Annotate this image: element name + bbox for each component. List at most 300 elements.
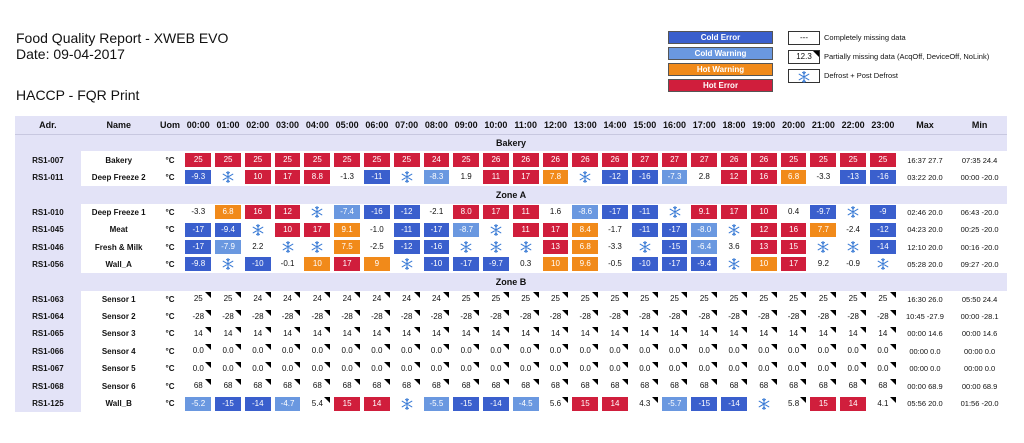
partial-data-marker-icon (235, 379, 241, 385)
partial-data-marker-icon (592, 292, 598, 298)
cell-value: 17 (483, 205, 509, 219)
hour-cell (362, 395, 392, 412)
device-address: RS1-065 (15, 325, 81, 342)
partial-data-marker-icon (622, 310, 628, 316)
partial-data-marker-icon (235, 310, 241, 316)
hour-cell (749, 151, 779, 168)
hour-cell (511, 169, 541, 186)
hour-cell (273, 221, 303, 238)
hour-cell (868, 360, 898, 377)
cell-value: 15 (810, 397, 836, 411)
table-row (15, 377, 1007, 394)
device-name: Wall_B (81, 395, 157, 412)
hour-cell (243, 151, 273, 168)
hour-cell (779, 151, 809, 168)
cell-value: -15 (215, 397, 241, 411)
cell-value: -17 (602, 205, 628, 219)
cell-value: 15 (572, 397, 598, 411)
col-header-hour: 10:00 (481, 116, 511, 134)
cell-value: -17 (185, 223, 211, 237)
hour-cell (838, 238, 868, 255)
hour-cell (689, 343, 719, 360)
partial-data-marker-icon (592, 327, 598, 333)
hour-cell (481, 169, 511, 186)
cell-value: -28 (304, 310, 330, 324)
max-value: 00:00 0.0 (898, 343, 952, 360)
col-header-hour: 13:00 (570, 116, 600, 134)
snowflake-icon (215, 257, 241, 271)
hour-cell (511, 256, 541, 273)
device-name: Bakery (81, 151, 157, 168)
cell-value: -16 (870, 170, 896, 184)
hour-cell (183, 308, 213, 325)
partial-data-marker-icon (294, 344, 300, 350)
hour-cell (422, 151, 452, 168)
hour-cell (302, 169, 332, 186)
hour-cell (273, 238, 303, 255)
device-name: Wall_A (81, 256, 157, 273)
col-header-hour: 04:00 (302, 116, 332, 134)
hour-cell (779, 308, 809, 325)
partial-data-marker-icon (860, 310, 866, 316)
snowflake-icon (483, 223, 509, 237)
col-header-hour: 00:00 (183, 116, 213, 134)
table-row (15, 343, 1007, 360)
hour-cell (511, 291, 541, 308)
cell-value: -28 (364, 310, 390, 324)
partial-data-marker-icon (235, 292, 241, 298)
cell-value: 14 (483, 327, 509, 341)
cell-value: 0.0 (840, 362, 866, 376)
group-label: Bakery (15, 134, 1007, 151)
partial-data-marker-icon (562, 310, 568, 316)
hour-cell (392, 169, 422, 186)
device-name: Fresh & Milk (81, 238, 157, 255)
hour-cell (243, 395, 273, 412)
cell-value: 14 (334, 327, 360, 341)
hour-cell (392, 377, 422, 394)
hour-cell (273, 377, 303, 394)
cell-value: -3.3 (185, 205, 211, 219)
snowflake-icon (394, 397, 420, 411)
hour-cell (779, 256, 809, 273)
partial-data-marker-icon (830, 362, 836, 368)
partial-data-marker-icon (800, 344, 806, 350)
hour-cell (779, 291, 809, 308)
partial-data-marker-icon (800, 327, 806, 333)
cell-value: 4.3 (632, 397, 658, 411)
device-address: RS1-068 (15, 377, 81, 394)
cell-value: -28 (751, 310, 777, 324)
hour-cell (630, 291, 660, 308)
partial-data-marker-icon (800, 292, 806, 298)
cell-value: -0.1 (275, 257, 301, 271)
cell-value: 0.0 (185, 362, 211, 376)
cell-value: 0.0 (632, 362, 658, 376)
cell-value: -28 (394, 310, 420, 324)
cell-value: -28 (870, 310, 896, 324)
cell-value: 14 (513, 327, 539, 341)
cell-value: 68 (691, 379, 717, 393)
hour-cell (183, 238, 213, 255)
cell-value: 68 (334, 379, 360, 393)
hour-cell (273, 204, 303, 221)
min-value: 00:00 0.0 (952, 343, 1007, 360)
partial-data-marker-icon (562, 379, 568, 385)
cell-value: 27 (662, 153, 688, 167)
cell-value: -4.7 (275, 397, 301, 411)
hour-cell (749, 204, 779, 221)
cell-value: 12 (751, 223, 777, 237)
partial-data-marker-icon (384, 344, 390, 350)
cell-value: -7.9 (215, 240, 241, 254)
hour-cell (808, 238, 838, 255)
cell-value: 68 (453, 379, 479, 393)
cell-value: -17 (424, 223, 450, 237)
partial-data-marker-icon (384, 327, 390, 333)
cell-value: 26 (751, 153, 777, 167)
cell-value: 25 (185, 153, 211, 167)
hour-cell (570, 204, 600, 221)
hour-cell (779, 395, 809, 412)
min-value: 07:35 24.4 (952, 151, 1007, 168)
partial-data-marker-icon (800, 397, 806, 403)
device-address: RS1-045 (15, 221, 81, 238)
hour-cell (570, 256, 600, 273)
cell-value: 68 (781, 379, 807, 393)
hour-cell (719, 308, 749, 325)
cell-value: 0.0 (751, 362, 777, 376)
table-row (15, 256, 1007, 273)
cell-value: 16 (245, 205, 271, 219)
partial-data-marker-icon (741, 310, 747, 316)
partial-data-marker-icon (860, 344, 866, 350)
device-name: Sensor 4 (81, 343, 157, 360)
hour-cell (570, 221, 600, 238)
hour-cell (511, 308, 541, 325)
hour-cell (689, 221, 719, 238)
cell-value: 25 (810, 153, 836, 167)
partial-data-marker-icon (711, 344, 717, 350)
hour-cell (808, 343, 838, 360)
cell-value: 0.0 (691, 344, 717, 358)
group-label: Zone A (15, 186, 1007, 203)
cell-value: 14 (185, 327, 211, 341)
partial-data-marker-icon (533, 327, 539, 333)
cell-value: 5.8 (781, 397, 807, 411)
hour-cell (779, 238, 809, 255)
hour-cell (719, 238, 749, 255)
partial-data-marker-icon (622, 362, 628, 368)
cell-value: -28 (453, 310, 479, 324)
cell-value: 25 (602, 292, 628, 306)
partial-data-marker-icon (622, 327, 628, 333)
unit-of-measure: °C (157, 256, 184, 273)
device-name: Deep Freeze 2 (81, 169, 157, 186)
table-row (15, 325, 1007, 342)
unit-of-measure: °C (157, 221, 184, 238)
hour-cell (451, 238, 481, 255)
group-row (15, 186, 1007, 203)
cell-value: 9.2 (810, 257, 836, 271)
cell-value: 14 (602, 397, 628, 411)
snowflake-icon (453, 240, 479, 254)
hour-cell (660, 360, 690, 377)
cell-value: -17 (453, 257, 479, 271)
cell-value: 9 (364, 257, 390, 271)
partial-data-marker-icon (562, 362, 568, 368)
cell-value: 0.0 (334, 344, 360, 358)
cell-value: 24 (245, 292, 271, 306)
legend-key-label: Partially missing data (AcqOff, DeviceOff, NoLink) (824, 52, 990, 61)
hour-cell (273, 343, 303, 360)
hour-cell (213, 360, 243, 377)
cell-value: 14 (572, 327, 598, 341)
hour-cell (243, 343, 273, 360)
partial-data-marker-icon (800, 310, 806, 316)
partial-data-marker-icon (652, 310, 658, 316)
snowflake-icon (394, 257, 420, 271)
cell-value: -15 (453, 397, 479, 411)
cell-value: 14 (721, 327, 747, 341)
cell-value: -9.3 (185, 170, 211, 184)
hour-cell (243, 256, 273, 273)
cell-value: 0.0 (394, 344, 420, 358)
hour-cell (362, 238, 392, 255)
col-header-min: Min (952, 116, 1007, 134)
partial-data-marker-icon (473, 310, 479, 316)
hour-cell (183, 360, 213, 377)
table-row (15, 395, 1007, 412)
hour-cell (600, 343, 630, 360)
hour-cell (362, 343, 392, 360)
partial-data-marker-icon (265, 379, 271, 385)
hour-cell (660, 377, 690, 394)
cell-value: 0.0 (870, 362, 896, 376)
partial-data-marker-icon (860, 362, 866, 368)
cell-value: 25 (751, 292, 777, 306)
cell-value: 0.0 (304, 362, 330, 376)
cell-value: -14 (483, 397, 509, 411)
hour-cell (541, 151, 571, 168)
cell-value: -28 (245, 310, 271, 324)
hour-cell (570, 325, 600, 342)
table-row (15, 151, 1007, 168)
hour-cell (392, 395, 422, 412)
partial-data-marker-icon (414, 362, 420, 368)
hour-cell (868, 151, 898, 168)
partial-data-marker-icon (354, 379, 360, 385)
hour-cell (511, 151, 541, 168)
hour-cell (838, 256, 868, 273)
hour-cell (332, 169, 362, 186)
legend-cold-warning: Cold Warning (668, 47, 773, 60)
cell-value: 0.0 (215, 362, 241, 376)
partial-data-marker-icon (294, 362, 300, 368)
partial-data-marker-icon (562, 327, 568, 333)
cell-value: 4.1 (870, 397, 896, 411)
table-row (15, 204, 1007, 221)
partial-data-marker-icon (711, 362, 717, 368)
hour-cell (481, 395, 511, 412)
partial-data-marker-icon (443, 327, 449, 333)
cell-value: 14 (364, 327, 390, 341)
group-label: Zone B (15, 273, 1007, 290)
hour-cell (183, 325, 213, 342)
hour-cell (183, 343, 213, 360)
hour-cell (213, 238, 243, 255)
cell-value: -28 (810, 310, 836, 324)
hour-cell (392, 308, 422, 325)
hour-cell (332, 151, 362, 168)
cell-value: 68 (870, 379, 896, 393)
cell-value: 2.2 (245, 240, 271, 254)
device-address: RS1-063 (15, 291, 81, 308)
hour-cell (332, 204, 362, 221)
partial-data-marker-icon (324, 379, 330, 385)
partial-data-marker-icon (830, 310, 836, 316)
unit-of-measure: °C (157, 204, 184, 221)
hour-cell (243, 360, 273, 377)
hour-cell (511, 221, 541, 238)
hour-cell (481, 325, 511, 342)
partial-data-marker-icon (533, 292, 539, 298)
partial-data-marker-icon (354, 362, 360, 368)
max-value: 00:00 14.6 (898, 325, 952, 342)
cell-value: 0.0 (275, 344, 301, 358)
hour-cell (213, 395, 243, 412)
hour-cell (302, 204, 332, 221)
cell-value: 25 (304, 153, 330, 167)
cell-value: 0.0 (543, 344, 569, 358)
cell-value: 14 (840, 397, 866, 411)
partial-data-marker-icon (830, 292, 836, 298)
cell-value: -9.8 (185, 257, 211, 271)
max-value: 02:46 20.0 (898, 204, 952, 221)
partial-data-marker-icon (533, 362, 539, 368)
partial-data-marker-icon (652, 362, 658, 368)
hour-cell (213, 291, 243, 308)
unit-of-measure: °C (157, 308, 184, 325)
partial-data-marker-icon (800, 379, 806, 385)
snowflake-icon (810, 240, 836, 254)
snowflake-icon (275, 240, 301, 254)
partial-data-marker-icon (562, 397, 568, 403)
cell-value: -10 (632, 257, 658, 271)
cell-value: -28 (275, 310, 301, 324)
hour-cell (630, 325, 660, 342)
partial-data-marker-icon (265, 327, 271, 333)
hour-cell (838, 291, 868, 308)
partial-data-marker-icon (205, 292, 211, 298)
cell-value: 0.0 (721, 344, 747, 358)
col-header-hour: 16:00 (660, 116, 690, 134)
hour-cell (630, 169, 660, 186)
partial-data-marker-icon (830, 344, 836, 350)
cell-value: 14 (632, 327, 658, 341)
hour-cell (808, 395, 838, 412)
cell-value: -15 (662, 240, 688, 254)
hour-cell (630, 238, 660, 255)
hour-cell (392, 256, 422, 273)
hour-cell (570, 377, 600, 394)
hour-cell (808, 377, 838, 394)
cell-value: 0.0 (513, 344, 539, 358)
partial-data-marker-icon (860, 327, 866, 333)
hour-cell (600, 221, 630, 238)
cell-value: -28 (513, 310, 539, 324)
partial-data-marker-icon (890, 344, 896, 350)
hour-cell (779, 377, 809, 394)
cell-value: 25 (870, 292, 896, 306)
group-row (15, 134, 1007, 151)
cell-value: 14 (215, 327, 241, 341)
device-name: Deep Freeze 1 (81, 204, 157, 221)
hour-cell (183, 169, 213, 186)
device-address: RS1-067 (15, 360, 81, 377)
hour-cell (213, 308, 243, 325)
cell-value: 25 (870, 153, 896, 167)
cell-value: 10 (543, 257, 569, 271)
unit-of-measure: °C (157, 151, 184, 168)
cell-value: -2.4 (840, 223, 866, 237)
min-value: 00:00 68.9 (952, 377, 1007, 394)
partial-data-marker-icon (443, 379, 449, 385)
cell-value: 68 (424, 379, 450, 393)
hour-cell (451, 308, 481, 325)
cell-value: 0.0 (781, 362, 807, 376)
hour-cell (838, 360, 868, 377)
legend-key-label: Completely missing data (824, 33, 906, 42)
hour-cell (332, 256, 362, 273)
hour-cell (422, 238, 452, 255)
cell-value: 14 (870, 327, 896, 341)
hour-cell (749, 169, 779, 186)
hour-cell (749, 377, 779, 394)
device-address: RS1-056 (15, 256, 81, 273)
hour-cell (600, 360, 630, 377)
cell-value: -9.4 (215, 223, 241, 237)
hour-cell (749, 221, 779, 238)
cell-value: -3.3 (810, 170, 836, 184)
cell-value: 68 (364, 379, 390, 393)
hour-cell (302, 343, 332, 360)
hour-cell (600, 256, 630, 273)
hour-cell (630, 377, 660, 394)
hour-cell (808, 256, 838, 273)
cell-value: 7.8 (543, 170, 569, 184)
hour-cell (332, 238, 362, 255)
cell-value: 25 (245, 153, 271, 167)
cell-value: -17 (185, 240, 211, 254)
hour-cell (511, 325, 541, 342)
cell-value: -5.2 (185, 397, 211, 411)
hour-cell (630, 360, 660, 377)
hour-cell (838, 151, 868, 168)
cell-value: 0.0 (870, 344, 896, 358)
hour-cell (630, 256, 660, 273)
cell-value: 16 (751, 170, 777, 184)
cell-value: 0.0 (215, 344, 241, 358)
hour-cell (392, 325, 422, 342)
hour-cell (868, 238, 898, 255)
cell-value: 0.0 (572, 362, 598, 376)
hour-cell (570, 308, 600, 325)
hour-cell (749, 395, 779, 412)
cell-value: -1.0 (364, 223, 390, 237)
hour-cell (719, 360, 749, 377)
cell-value: 8.4 (572, 223, 598, 237)
